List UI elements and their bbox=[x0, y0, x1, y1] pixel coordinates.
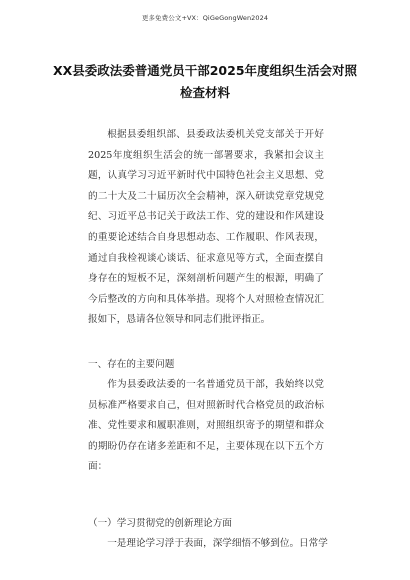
intro-paragraph: 根据县委组织部、县委政法委机关党支部关于开好2025年度组织生活会的统一部署要求，我紧扣会议主题，认真学习习近平新时代中国特色社会主义思想、党的二十大及二十届历次全会精神，深入研读党章党规党纪、习近平总书记关于政法工作、党的建设和作风建设的重要论述结合自身思想动态、工作履职、作风表现，通过自我检视谈心谈话、征求意见等方式，全面查摆自身存在的短板不足，深刻剖析问题产生的根源，明确了今后整改的方向和具体举措。现将个人对照检查情况汇报如下，恳请各位领导和同志们批评指正。 bbox=[88, 129, 324, 326]
section-paragraph-problems: 作为县委政法委的一名普通党员干部，我始终以党员标准严格要求自己，但对照新时代合格党员的政治标准、党性要求和履职准则，对照组织寄予的期望和群众的期盼仍存在诸多差距和不足，主要体现在以下五个方面： bbox=[88, 379, 324, 473]
section-heading-problems: 一、存在的主要问题 bbox=[88, 359, 175, 370]
header-watermark: 更多免费公文+VX：QiGeGongWen2024 bbox=[141, 14, 269, 22]
subsection-heading-theory: （一）学习贯彻党的创新理论方面 bbox=[88, 518, 232, 529]
document-title: XX县委政法委普通党员干部2025年度组织生活会对照检查材料 bbox=[52, 63, 358, 100]
subsection-paragraph-theory: 一是理论学习浮于表面，深学细悟不够到位。日常学 bbox=[107, 538, 328, 549]
